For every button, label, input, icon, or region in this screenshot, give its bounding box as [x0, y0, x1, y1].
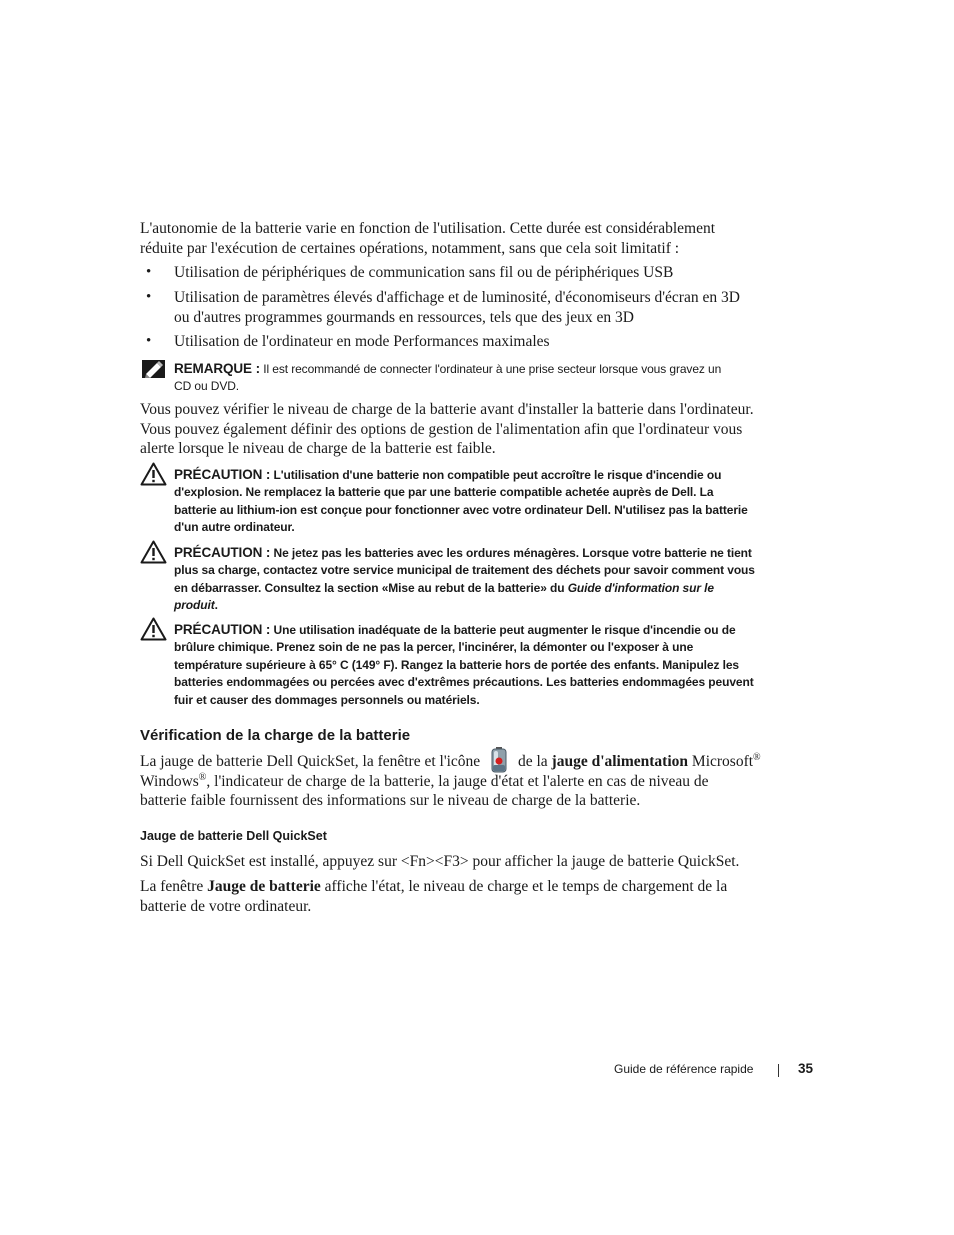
guide-reference-end: produit	[174, 598, 215, 613]
caution-2-label: PRÉCAUTION :	[174, 545, 271, 560]
guide-reference: Guide d'information sur le	[567, 580, 714, 595]
bullet-item-1: Utilisation de périphériques de communication sans fil ou de périphériques USB	[174, 264, 674, 281]
footer-guide-title: Guide de référence rapide	[614, 1062, 754, 1076]
section-line-3: batterie faible fournissent des informations sur le niveau de charge de la batterie.	[140, 792, 641, 809]
para2-line-2: Vous pouvez également définir des options de gestion de l'alimentation afin que l'ordinateur vous	[140, 420, 743, 438]
caution-block-3	[174, 621, 758, 709]
window-paragraph	[140, 877, 765, 916]
intro-line-1: L'autonomie de la batterie varie en fonction de l'utilisation. Cette durée est considérablement	[140, 220, 716, 237]
section-line-1a: La jauge de batterie Dell QuickSet, la fenêtre et l'icône	[140, 753, 481, 770]
battery-meter-icon	[484, 754, 514, 770]
section-paragraph	[140, 752, 765, 811]
registered-mark: ®	[753, 751, 761, 763]
pencil-note-icon	[142, 360, 165, 383]
power-meter-term: jauge d'alimentation	[551, 753, 689, 770]
bullet-marker: •	[146, 264, 152, 280]
note-line-2: CD ou DVD.	[174, 379, 240, 394]
caution-3-line-5: fuir et causer des dommages personnels ou matériels.	[174, 692, 480, 707]
registered-mark: ®	[198, 771, 207, 783]
note-line-1: Il est recommandé de connecter l'ordinateur à une prise secteur lorsque vous gravez un	[263, 362, 722, 376]
caution-2-line-2: plus sa charge, contactez votre service municipal de traitement des déchets pour savoir comment vous	[174, 563, 755, 578]
caution-3-label: PRÉCAUTION :	[174, 622, 271, 637]
warning-triangle-icon	[140, 462, 167, 491]
caution-2-line-1: Ne jetez pas les batteries avec les ordures ménagères. Lorsque votre batterie ne tient	[273, 546, 752, 560]
window-line-1a: La fenêtre	[140, 878, 208, 895]
window-line-2: batterie de votre ordinateur.	[140, 897, 312, 915]
caution-2-line-3: en débarrasser. Consultez la section «Mise au rebut de la batterie» du	[174, 580, 568, 595]
caution-1-line-2: d'explosion. Ne remplacez la batterie que par une batterie compatible achetée auprès de Dell. La	[174, 485, 714, 500]
section-line-1b: de la	[517, 753, 552, 770]
caution-block-2	[174, 544, 758, 615]
section-line-2b: , l'indicateur de charge de la batterie, la jauge d'état et l'alerte en cas de niveau de	[206, 772, 709, 790]
bullet-item-2	[174, 288, 764, 327]
caution-1-line-4: d'un autre ordinateur.	[174, 520, 295, 535]
bullet-marker: •	[146, 333, 152, 349]
caution-2-period: .	[214, 598, 218, 613]
caution-block-1	[174, 466, 758, 537]
caution-1-line-1: L'utilisation d'une batterie non compatible peut accroître le risque d'incendie ou	[273, 468, 722, 482]
intro-line-2: réduite par l'exécution de certaines opérations, notamment, sans que cela soit limitatif :	[140, 239, 680, 257]
caution-1-label: PRÉCAUTION :	[174, 467, 271, 482]
para2-line-1: Vous pouvez vérifier le niveau de charge de la batterie avant d'installer la batterie dans l'ordinateur.	[140, 401, 754, 418]
battery-meter-term: Jauge de batterie	[207, 878, 321, 895]
quickset-paragraph: Si Dell QuickSet est installé, appuyez sur <Fn><F3> pour afficher la jauge de batterie QuickSet.	[140, 853, 740, 870]
caution-3-line-2: brûlure chimique. Prenez soin de ne pas la percer, l'incinérer, la démonter ou l'exposer à une	[174, 640, 694, 655]
section-heading: Vérification de la charge de la batterie	[140, 727, 411, 744]
bullet-marker: •	[146, 289, 152, 305]
caution-3-line-1: Une utilisation inadéquate de la batterie peut augmenter le risque d'incendie ou de	[273, 623, 736, 637]
bullet-item-2-line-1: Utilisation de paramètres élevés d'affichage et de luminosité, d'économiseurs d'écran en 3D	[174, 289, 740, 306]
footer-divider	[778, 1064, 779, 1077]
warning-triangle-icon	[140, 617, 167, 646]
caution-3-line-4: batteries endommagées ou percées avec d'extrêmes précautions. Les batteries endommagées peuvent	[174, 675, 754, 690]
intro-paragraph	[140, 219, 765, 258]
warning-triangle-icon	[140, 540, 167, 569]
subheading: Jauge de batterie Dell QuickSet	[140, 829, 327, 843]
bullet-item-2-line-2: ou d'autres programmes gourmands en ressources, tels que des jeux en 3D	[174, 308, 634, 326]
section-line-2a: Windows	[140, 772, 199, 790]
battery-level-paragraph	[140, 400, 765, 459]
caution-1-line-3: batterie au lithium-ion est conçue pour fonctionner avec votre ordinateur Dell. N'utilisez pas la batterie	[174, 502, 748, 517]
para2-line-3: alerte lorsque le niveau de charge de la batterie est faible.	[140, 440, 496, 457]
page-number: 35	[798, 1061, 814, 1076]
bullet-item-3: Utilisation de l'ordinateur en mode Performances maximales	[174, 333, 550, 350]
section-line-1c: Microsoft	[688, 753, 754, 770]
note-block	[174, 360, 758, 396]
window-line-1b: affiche l'état, le niveau de charge et le temps de chargement de la	[320, 878, 728, 895]
note-label: REMARQUE :	[174, 361, 260, 376]
caution-3-line-3: température supérieure à 65° C (149° F). Rangez la batterie hors de portée des enfants. Manipulez les	[174, 657, 740, 672]
